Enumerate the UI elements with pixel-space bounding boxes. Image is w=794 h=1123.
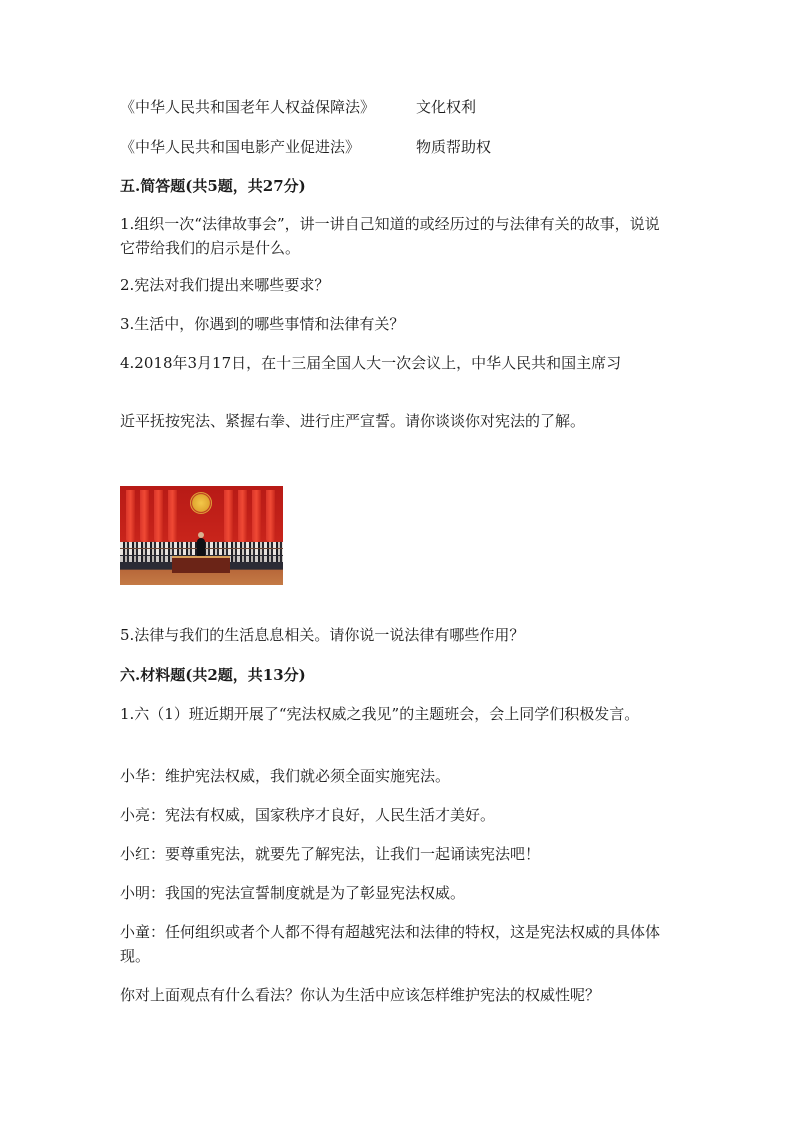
law-title-film: 《中华人民共和国电影产业促进法》 bbox=[120, 138, 361, 156]
question-5-5: 5.法律与我们的生活息息相关。请你说一说法律有哪些作用？ bbox=[120, 626, 525, 644]
statement-xiaoliang: 小亮：宪法有权威，国家秩序才良好，人民生活才美好。 bbox=[120, 806, 496, 824]
section-5-heading: 五.简答题(共5题，共27分) bbox=[120, 177, 306, 195]
question-6-1-prompt: 你对上面观点有什么看法？你认为生活中应该怎样维护宪法的权威性呢？ bbox=[120, 986, 601, 1004]
question-5-1: 1.组织一次“法律故事会”，讲一讲自己知道的或经历过的与法律有关的故事，说说它带给我们的启示是什么。 bbox=[120, 215, 660, 257]
statement-xiaoming: 小明：我国的宪法宣誓制度就是为了彰显宪法权威。 bbox=[120, 884, 466, 902]
statement-xiaotong: 小童：任何组织或者个人都不得有超越宪法和法律的特权，这是宪法权威的具体体现。 bbox=[120, 923, 661, 965]
question-5-4-line1: 4.2018年3月17日，在十三届全国人大一次会议上，中华人民共和国主席习 bbox=[120, 354, 622, 372]
right-culture-rights: 文化权利 bbox=[416, 98, 477, 116]
statement-xiaohua: 小华：维护宪法权威，我们就必须全面实施宪法。 bbox=[120, 767, 451, 785]
question-5-3: 3.生活中，你遇到的哪些事情和法律有关？ bbox=[120, 315, 405, 333]
law-title-elderly: 《中华人民共和国老年人权益保障法》 bbox=[120, 98, 376, 116]
question-5-4-line2: 近平抚按宪法、紧握右拳、进行庄严宣誓。请你谈谈你对宪法的了解。 bbox=[120, 412, 586, 430]
question-5-2: 2.宪法对我们提出来哪些要求？ bbox=[120, 276, 330, 294]
section-6-heading: 六.材料题(共2题，共13分) bbox=[120, 666, 306, 684]
statement-xiaohong: 小红：要尊重宪法，就要先了解宪法，让我们一起诵读宪法吧！ bbox=[120, 845, 541, 863]
question-6-1-intro: 1.六（1）班近期开展了“宪法权威之我见”的主题班会，会上同学们积极发言。 bbox=[120, 705, 640, 723]
oath-ceremony-photo bbox=[120, 486, 283, 585]
national-emblem-icon bbox=[190, 492, 212, 514]
right-material-assistance: 物质帮助权 bbox=[416, 138, 492, 156]
